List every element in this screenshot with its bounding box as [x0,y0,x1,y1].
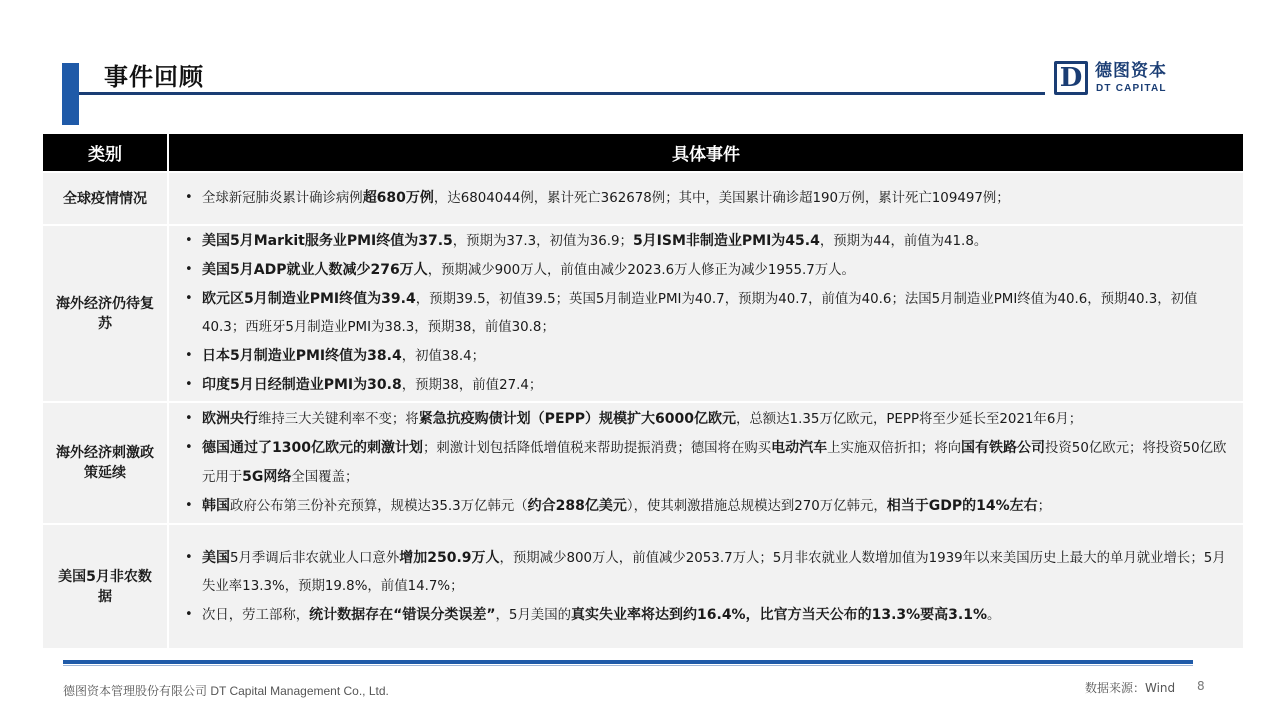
events-table [43,134,1243,648]
header-category: 类别 [43,134,168,172]
title-accent-bar [62,63,79,125]
events-cell [168,172,1243,225]
event-text: 维持三大关键利率不变；将 [258,412,419,427]
event-text: 5月季调后非农就业人口意外 [230,550,400,566]
highlight-text: 美国5月ADP就业人数减少276万人 [202,262,428,278]
events-cell [168,402,1243,524]
event-bullet [183,371,1237,400]
highlight-text: 统计数据存在“错误分类误差” [309,606,496,623]
event-text: ，总额达1.35万亿欧元，PEPP将至少延长至2021年6月； [736,412,1083,427]
highlight-text: 真实失业率将达到约16.4%，比官方当天公布的13.3%要高3.1% [571,606,987,623]
highlight-text: 德国通过了1300亿欧元的刺激计划 [202,440,423,456]
highlight-text: 欧元区5月制造业PMI终值为39.4 [202,291,416,307]
highlight-text: 欧洲央行 [202,411,258,427]
event-text: ，达6804044例，累计死亡362678例；其中，美国累计确诊超190万例，累计死亡109497例； [433,191,1010,206]
table-header-row [43,134,1243,172]
highlight-text: 相当于GDP的14%左右 [886,498,1038,514]
event-bullet [183,601,1237,630]
category-cell: 海外经济刺激政策延续 [43,402,168,524]
event-text: ，5月美国的 [495,607,572,623]
event-bullet [183,434,1237,492]
highlight-text: 美国 [202,549,230,566]
page-title: 事件回顾 [104,63,204,91]
table-row [43,402,1243,524]
category-cell: 美国5月非农数据 [43,524,168,648]
event-text: ，预期为44，前值为41.8。 [819,234,988,249]
highlight-text: 超680万例 [362,190,434,206]
highlight-text: 约合288亿美元 [527,498,627,514]
event-text: 投资50亿欧元；将投资50亿欧元用于 [202,441,1227,485]
footer-company: 德图资本管理股份有限公司 DT Capital Management Co., Ltd. [63,684,389,698]
highlight-text: 5G网络 [242,469,292,485]
category-cell: 海外经济仍待复苏 [43,225,168,402]
event-bullet [183,227,1237,256]
event-text: 政府公布第三份补充预算，规模达35.3万亿韩元（ [230,499,528,514]
event-text: 次日，劳工部称， [202,607,310,623]
highlight-text: 增加250.9万人 [399,549,500,566]
title-divider [79,92,1045,95]
events-cell [168,225,1243,402]
event-bullet [183,184,1237,213]
highlight-text: 日本5月制造业PMI终值为38.4 [202,348,402,364]
event-text: ，预期减少900万人，前值由减少2023.6万人修正为减少1955.7万人。 [427,263,855,278]
table-row [43,225,1243,402]
events-cell [168,524,1243,648]
footer-divider [63,660,1193,664]
footer-divider-thin [63,665,1193,666]
event-text: ； [1037,499,1052,514]
event-text: ），使其刺激措施总规模达到270万亿韩元， [626,499,887,514]
highlight-text: 紧急抗疫购债计划（PEPP）规模扩大6000亿欧元 [418,411,736,427]
event-bullet [183,544,1237,601]
event-text: ，预期减少800万人，前值减少2053.7万人；5月非农就业人数增加值为1939年以来美国历史上最大的单月就业增长；5月失业率13.3%，预期19.8%，前值14.7%； [202,550,1226,594]
highlight-text: 美国5月Markit服务业PMI终值为37.5 [202,233,453,249]
event-text: 全球新冠肺炎累计确诊病例 [202,191,363,206]
event-text: ，预期为37.3，初值为36.9； [452,234,633,249]
event-bullet [183,405,1237,434]
event-bullet [183,492,1237,521]
logo-name-cn: 德图资本 [1095,61,1167,81]
logo-name-en: DT CAPITAL [1096,83,1167,94]
event-text: ，初值38.4； [401,349,486,364]
event-bullet [183,285,1237,342]
event-text: 上实施双倍折扣；将向 [827,441,962,456]
highlight-text: 5月ISM非制造业PMI为45.4 [632,233,820,249]
page-number: 8 [1197,679,1205,693]
highlight-text: 韩国 [202,498,230,514]
event-text: ；刺激计划包括降低增值税来帮助提振消费；德国将在购买 [422,441,772,456]
event-bullet [183,256,1237,285]
event-text: 。 [986,607,1001,623]
table-row [43,524,1243,648]
table-row [43,172,1243,225]
header-events: 具体事件 [168,134,1243,172]
event-text: ，预期38，前值27.4； [401,378,543,393]
event-bullet [183,342,1237,371]
event-text: 全国覆盖； [291,470,359,485]
category-cell: 全球疫情情况 [43,172,168,225]
highlight-text: 电动汽车 [771,440,828,456]
data-source: 数据来源：Wind [1085,681,1176,695]
logo-d-icon: D [1054,61,1088,95]
highlight-text: 印度5月日经制造业PMI为30.8 [202,377,402,393]
event-text: ，预期39.5，初值39.5；英国5月制造业PMI为40.7，预期为40.7，前值为40.6；法国5月制造业PMI终值为40.6，预期40.3，初值40.3；西班牙5月制造业PMI为38.3，预期38，前值30.8； [202,292,1198,335]
highlight-text: 国有铁路公司 [961,440,1046,456]
